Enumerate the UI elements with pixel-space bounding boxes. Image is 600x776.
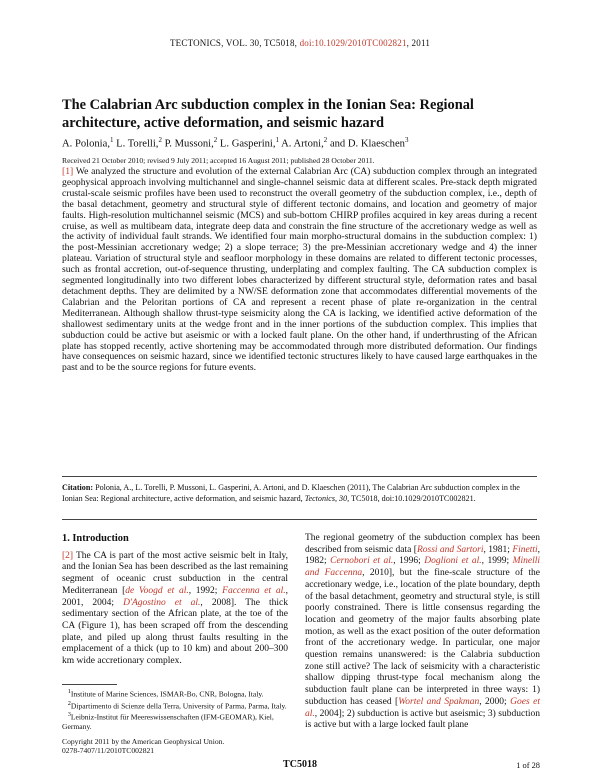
intro-text: , 1999; <box>481 556 513 567</box>
doi-link[interactable]: doi:10.1029/2010TC002821 <box>299 38 407 48</box>
footnote-divider <box>62 684 117 685</box>
journal-name: TECTONICS, VOL. 30, TC5018, <box>169 38 298 48</box>
intro-text: , 1996; <box>393 556 425 567</box>
author-affiliation: 1 <box>275 136 280 144</box>
journal-year: , 2011 <box>406 38 431 48</box>
intro-text: , 1981; <box>483 544 513 555</box>
citation-journal: Tectonics, 30, <box>304 494 350 504</box>
copyright-block <box>62 737 288 755</box>
footnote-number: 3 <box>67 711 71 719</box>
author-affiliation: 2 <box>213 136 218 144</box>
footnote-number: 1 <box>67 688 71 695</box>
author-affiliation: 2 <box>323 136 328 144</box>
issn: 0278-7407/11/2010TC002821 <box>62 746 155 756</box>
intro-paragraph <box>62 551 288 668</box>
reference-link[interactable]: Minelli and Faccenna <box>305 556 541 579</box>
intro-text: , 2004]; 2) subduction is active but aseismic; 3) subduction is active but with a large locked fault plane <box>305 708 540 731</box>
footnote-text: Institute of Marine Sciences, ISMAR-Bo, CNR, Bologna, Italy. <box>70 689 264 699</box>
divider <box>62 519 537 520</box>
footnote <box>62 710 288 731</box>
intro-text: , 1982; <box>305 544 541 567</box>
author-name: A. Artoni, <box>281 138 324 150</box>
intro-text: The regional geometry of the subduction complex has been described from seismic data [ <box>305 533 540 555</box>
reference-link[interactable]: Cernobori et al. <box>330 556 394 567</box>
citation-label: Citation: <box>62 483 94 492</box>
intro-text: , 2001, 2004; <box>62 585 288 608</box>
reference-link[interactable]: Rossi and Sartori <box>416 544 484 555</box>
footnote-number: 2 <box>67 699 71 707</box>
intro-text: The CA is part of the most active seismic belt in Italy, and the Ionian Sea has been described as the last remaining segment of oceanic crust subduction in the central Mediterranean [ <box>62 550 288 596</box>
abstract <box>62 167 537 374</box>
divider <box>62 476 537 477</box>
citation <box>62 482 537 504</box>
author-name: A. Polonia, <box>62 138 110 150</box>
author-list <box>62 136 408 150</box>
author-name: L. Torelli, <box>116 138 159 150</box>
paragraph-number[interactable]: [1] <box>62 166 74 177</box>
citation-text: Polonia, A., L. Torelli, P. Mussoni, L. Gasperini, A. Artoni, and D. Klaeschen (2011), The Calabrian Arc subduction complex in the Ionian Sea: Regional architecture, active deformation, and seismic hazard, <box>62 483 520 504</box>
abstract-text: We analyzed the structure and evolution of the external Calabrian Arc (CA) subduction complex through an integrated geophysical approach involving multichannel and single-channel seismic data at different scales. Pre-stack depth migrated crustal-scale seismic profiles have been used to reconstruct the overall geometry of the subduction complex, i.e., depth of the basal detachment, geometry and structural style of different tectonic domains, and location and geometry of major faults. High-resolution multichannel seismic (MCS) and sub-bottom CHIRP profiles acquired in key areas during a recent cruise, as well as multibeam data, integrate deep data and constrain the fine structure of the accretionary wedge as well as the activity of individual fault strands. We identified four main morpho-structural domains in the subduction complex: 1) the post-Messinian accretionary wedge; 2) a slope terrace; 3) the pre-Messinian accretionary wedge and 4) the inner plateau. Variation of structural style and seafloor morphology in these domains are related to different tectonic processes, such as frontal accretion, out-of-sequence thrusting, underplating and complex faulting. The CA subduction complex is segmented longitudinally into two different lobes characterized by different structural style, deformation rates and basal detachment depths. They are delimited by a NW/SE deformation zone that accommodates differential movements of the Calabrian and the Peloritan portions of CA and represent a recent phase of plate re-organization in the central Mediterranean. Although shallow thrust-type seismicity along the CA is lacking, we identified active deformation of the shallowest sedimentary units at the wedge front and in the inner portions of the subduction complex. This implies that subduction could be active but aseismic or with a locked fault plane. On the other hand, if underthrusting of the African plate has stopped recently, active shortening may be accommodated through more distributed deformation. Our findings have consequences on seismic hazard, since we identified tectonic structures likely to have caused large earthquakes in the past and to be the source regions for future events. <box>62 166 537 374</box>
reference-link[interactable]: Goes et al. <box>305 696 540 719</box>
footnote-text: Leibniz-Institut für Meereswissenschaften (IFM-GEOMAR), Kiel, Germany. <box>62 713 274 732</box>
author-name: L. Gasperini, <box>219 138 276 150</box>
paper-title: The Calabrian Arc subduction complex in the Ionian Sea: Regional architecture, active deformation, and seismic hazard <box>62 97 474 131</box>
footnotes <box>62 687 288 731</box>
copyright: Copyright 2011 by the American Geophysical Union. <box>62 737 225 746</box>
reference-link[interactable]: de Voogd et al. <box>125 585 189 596</box>
footnote-text: Dipartimento di Scienze della Terra, University of Parma, Parma, Italy. <box>70 701 287 711</box>
citation-ref: TC5018, doi:10.1029/2010TC002821. <box>351 494 476 504</box>
publication-dates: Received 21 October 2010; revised 9 July 2011; accepted 16 August 2011; published 28 October 2011. <box>62 156 375 165</box>
author-affiliation: 2 <box>158 136 162 144</box>
page-number: 1 of 28 <box>516 761 540 770</box>
reference-link[interactable]: Wortel and Spakman <box>398 696 480 707</box>
intro-text: , 2010], but the fine-scale structure of the accretionary wedge, i.e., location of the plate boundary, depth of the basal detachment, geometry and structural style, is still poorly constrained. There is little consensus regarding the location and geometry of the major faults absorbing plate motion, as well as the exact position of the outer deformation front of the accretionary wedge. In particular, one major question remains unanswered: is the Calabria subduction zone still active? The lack of seismicity with a characteristic shallow dipping thrust-type focal mechanism along the subduction fault plane can be interpreted in three ways: 1) subduction has ceased [ <box>305 568 540 707</box>
footnote <box>62 687 288 699</box>
intro-text: , 2008]. The thick sedimentary section of the African plate, at the toe of the CA (Figure 1), has been scraped off from the descending plate, and piled up along thrust faults resulting in the emplacement of a thick (up to 10 km) and about 200–300 km wide accretionary complex. <box>62 597 289 667</box>
journal-header <box>0 38 600 48</box>
paragraph-number[interactable]: [2] <box>62 550 74 561</box>
reference-link[interactable]: D'Agostino et al. <box>123 597 201 608</box>
author-name: and D. Klaeschen <box>329 138 405 150</box>
reference-link[interactable]: Doglioni et al. <box>424 556 482 567</box>
author-name: P. Mussoni, <box>164 138 214 150</box>
footnote <box>62 699 288 711</box>
reference-link[interactable]: Finetti <box>512 544 538 555</box>
right-column <box>305 533 540 732</box>
article-id: TC5018 <box>283 759 317 770</box>
intro-text: , 1992; <box>188 585 223 596</box>
reference-link[interactable]: Faccenna et al. <box>222 585 286 596</box>
author-affiliation: 3 <box>404 136 409 144</box>
left-column <box>62 533 288 668</box>
section-heading: 1. Introduction <box>62 533 129 544</box>
intro-text: , 2000; <box>479 696 511 707</box>
author-affiliation: 1 <box>109 136 114 144</box>
